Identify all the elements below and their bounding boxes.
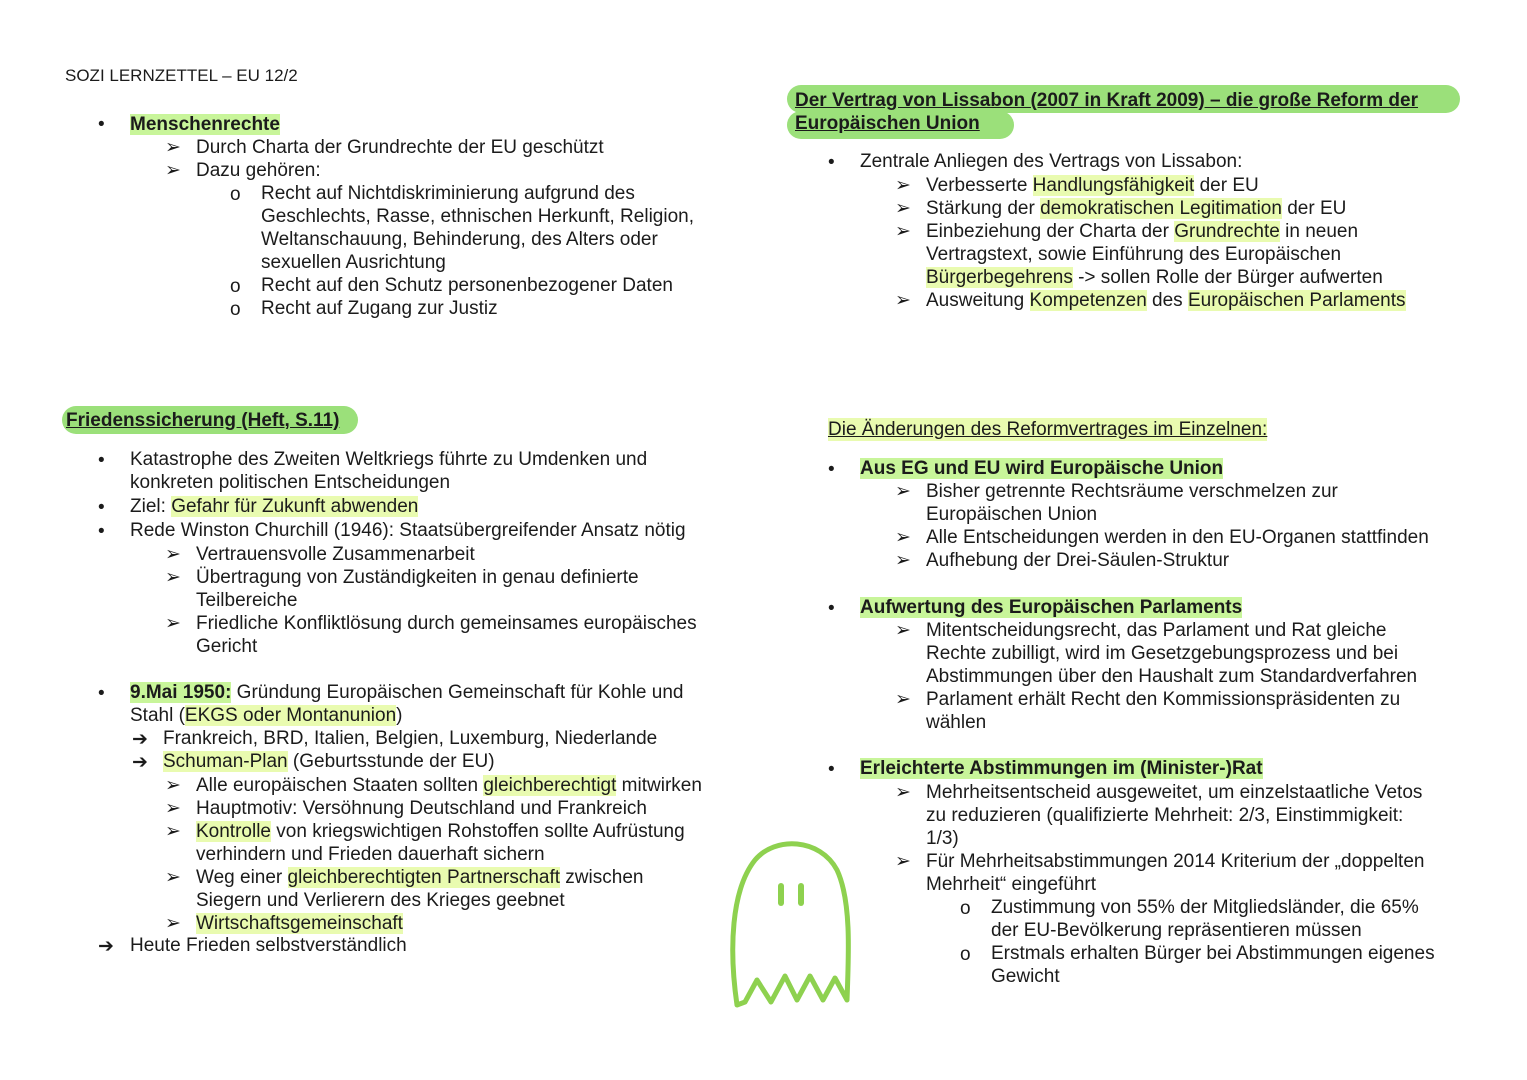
- arrow-bullet-icon: ➢: [895, 290, 911, 311]
- list-item: sexuellen Ausrichtung: [261, 252, 446, 273]
- circle-bullet-icon: o: [230, 276, 241, 297]
- list-item: Dazu gehören:: [196, 160, 321, 181]
- list-item: Stahl (EKGS oder Montanunion): [130, 705, 403, 726]
- arrow-bullet-icon: ➢: [895, 782, 911, 803]
- arrow-bullet-icon: ➢: [165, 544, 181, 565]
- arrow-bullet-icon: ➢: [165, 798, 181, 819]
- list-item: Kontrolle von kriegswichtigen Rohstoffen sollte Aufrüstung: [196, 821, 685, 842]
- bullet-icon: •: [98, 683, 105, 704]
- subheading: Aufwertung des Europäischen Parlaments: [860, 597, 1243, 618]
- list-item: konkreten politischen Entscheidungen: [130, 472, 451, 493]
- arrow-right-icon: ➔: [132, 752, 148, 773]
- circle-bullet-icon: o: [960, 944, 971, 965]
- list-item: Gewicht: [991, 966, 1060, 987]
- list-item: Vertrauensvolle Zusammenarbeit: [196, 544, 475, 565]
- bullet-icon: •: [828, 459, 835, 480]
- arrow-bullet-icon: ➢: [895, 175, 911, 196]
- list-item: Teilbereiche: [196, 590, 298, 611]
- list-item: Aufhebung der Drei-Säulen-Struktur: [926, 550, 1230, 571]
- list-item: Siegern und Verlierern des Krieges geebnet: [196, 890, 565, 911]
- list-item: Verbesserte Handlungsfähigkeit der EU: [926, 175, 1259, 196]
- circle-bullet-icon: o: [230, 184, 241, 205]
- list-item: 1/3): [926, 828, 959, 849]
- section-heading-menschenrechte: Menschenrechte: [130, 114, 280, 135]
- list-item: Abstimmungen über den Haushalt zum Standardverfahren: [926, 666, 1418, 687]
- bullet-icon: •: [98, 450, 105, 471]
- arrow-bullet-icon: ➢: [895, 851, 911, 872]
- list-item: Rede Winston Churchill (1946): Staatsübergreifender Ansatz nötig: [130, 520, 686, 541]
- arrow-bullet-icon: ➢: [895, 689, 911, 710]
- list-item: Hauptmotiv: Versöhnung Deutschland und Frankreich: [196, 798, 647, 819]
- list-item: Übertragung von Zuständigkeiten in genau definierte: [196, 567, 639, 588]
- list-item: Weg einer gleichberechtigten Partnerschaft zwischen: [196, 867, 644, 888]
- list-item: Rechte zubilligt, wird im Gesetzgebungsprozess und bei: [926, 643, 1399, 664]
- list-item: Heute Frieden selbstverständlich: [130, 935, 407, 956]
- list-item: Zentrale Anliegen des Vertrags von Lissabon:: [860, 151, 1243, 172]
- list-item: verhindern und Frieden dauerhaft sichern: [196, 844, 545, 865]
- list-item: Bürgerbegehrens -> sollen Rolle der Bürger aufwerten: [926, 267, 1383, 288]
- section-heading-frieden: Friedenssicherung (Heft, S.11): [66, 410, 340, 431]
- arrow-bullet-icon: ➢: [895, 620, 911, 641]
- subheading: Aus EG und EU wird Europäische Union: [860, 458, 1224, 479]
- ghost-doodle-icon: [725, 830, 860, 1015]
- bullet-icon: •: [98, 497, 105, 518]
- list-item: Alle europäischen Staaten sollten gleichberechtigt mitwirken: [196, 775, 702, 796]
- list-item: Geschlechts, Rasse, ethnischen Herkunft, Religion,: [261, 206, 694, 227]
- bullet-icon: •: [98, 114, 105, 135]
- section-heading-lissabon-cont: Europäischen Union: [795, 113, 980, 134]
- list-item: Parlament erhält Recht den Kommissionspräsidenten zu: [926, 689, 1401, 710]
- arrow-bullet-icon: ➢: [165, 137, 181, 158]
- list-item: Europäischen Union: [926, 504, 1098, 525]
- arrow-bullet-icon: ➢: [165, 867, 181, 888]
- list-item: Katastrophe des Zweiten Weltkriegs führte zu Umdenken und: [130, 449, 648, 470]
- bullet-icon: •: [828, 152, 835, 173]
- list-item: Recht auf Nichtdiskriminierung aufgrund des: [261, 183, 635, 204]
- arrow-right-icon: ➔: [98, 936, 114, 957]
- list-item: Gericht: [196, 636, 258, 657]
- list-item: Alle Entscheidungen werden in den EU-Organen stattfinden: [926, 527, 1429, 548]
- arrow-bullet-icon: ➢: [895, 221, 911, 242]
- list-item: Bisher getrennte Rechtsräume verschmelzen zur: [926, 481, 1338, 502]
- sheet-title: SOZI LERNZETTEL – EU 12/2: [65, 66, 298, 85]
- list-item: der EU-Bevölkerung repräsentieren müssen: [991, 920, 1362, 941]
- arrow-bullet-icon: ➢: [165, 821, 181, 842]
- list-item: Weltanschauung, Behinderung, des Alters oder: [261, 229, 658, 250]
- arrow-bullet-icon: ➢: [165, 567, 181, 588]
- list-item: Einbeziehung der Charta der Grundrechte in neuen: [926, 221, 1359, 242]
- arrow-bullet-icon: ➢: [165, 613, 181, 634]
- list-item: Vertragstext, sowie Einführung des Europäischen: [926, 244, 1342, 265]
- arrow-bullet-icon: ➢: [895, 481, 911, 502]
- section-heading-lissabon: Der Vertrag von Lissabon (2007 in Kraft 2009) – die große Reform der: [795, 90, 1418, 111]
- list-item: zu reduzieren (qualifizierte Mehrheit: 2/3, Einstimmigkeit:: [926, 805, 1404, 826]
- arrow-bullet-icon: ➢: [165, 913, 181, 934]
- list-item: Ziel: Gefahr für Zukunft abwenden: [130, 496, 419, 517]
- list-item: Durch Charta der Grundrechte der EU geschützt: [196, 137, 604, 158]
- list-item: Friedliche Konfliktlösung durch gemeinsames europäisches: [196, 613, 697, 634]
- subheading: Erleichterte Abstimmungen im (Minister-)Rat: [860, 758, 1263, 779]
- arrow-right-icon: ➔: [132, 729, 148, 750]
- circle-bullet-icon: o: [230, 299, 241, 320]
- arrow-bullet-icon: ➢: [895, 527, 911, 548]
- circle-bullet-icon: o: [960, 898, 971, 919]
- arrow-bullet-icon: ➢: [165, 775, 181, 796]
- list-item: Schuman-Plan (Geburtsstunde der EU): [163, 751, 495, 772]
- list-item: Mehrheit“ eingeführt: [926, 874, 1097, 895]
- list-item: Recht auf Zugang zur Justiz: [261, 298, 498, 319]
- list-item: Stärkung der demokratischen Legitimation der EU: [926, 198, 1347, 219]
- list-item: Für Mehrheitsabstimmungen 2014 Kriterium der „doppelten: [926, 851, 1425, 872]
- list-item: Mitentscheidungsrecht, das Parlament und Rat gleiche: [926, 620, 1387, 641]
- bullet-icon: •: [98, 521, 105, 542]
- list-item: Frankreich, BRD, Italien, Belgien, Luxemburg, Niederlande: [163, 728, 658, 749]
- bullet-icon: •: [828, 759, 835, 780]
- list-item: wählen: [926, 712, 987, 733]
- arrow-bullet-icon: ➢: [895, 198, 911, 219]
- arrow-bullet-icon: ➢: [165, 160, 181, 181]
- list-item: Recht auf den Schutz personenbezogener Daten: [261, 275, 673, 296]
- arrow-bullet-icon: ➢: [895, 550, 911, 571]
- list-item: 9.Mai 1950: Gründung Europäischen Gemeinschaft für Kohle und: [130, 682, 684, 703]
- section-heading-aenderungen: Die Änderungen des Reformvertrages im Einzelnen:: [828, 419, 1268, 440]
- list-item: Zustimmung von 55% der Mitgliedsländer, die 65%: [991, 897, 1419, 918]
- list-item: Wirtschaftsgemeinschaft: [196, 913, 403, 934]
- bullet-icon: •: [828, 598, 835, 619]
- list-item: Erstmals erhalten Bürger bei Abstimmungen eigenes: [991, 943, 1435, 964]
- list-item: Ausweitung Kompetenzen des Europäischen Parlaments: [926, 290, 1406, 311]
- list-item: Mehrheitsentscheid ausgeweitet, um einzelstaatliche Vetos: [926, 782, 1423, 803]
